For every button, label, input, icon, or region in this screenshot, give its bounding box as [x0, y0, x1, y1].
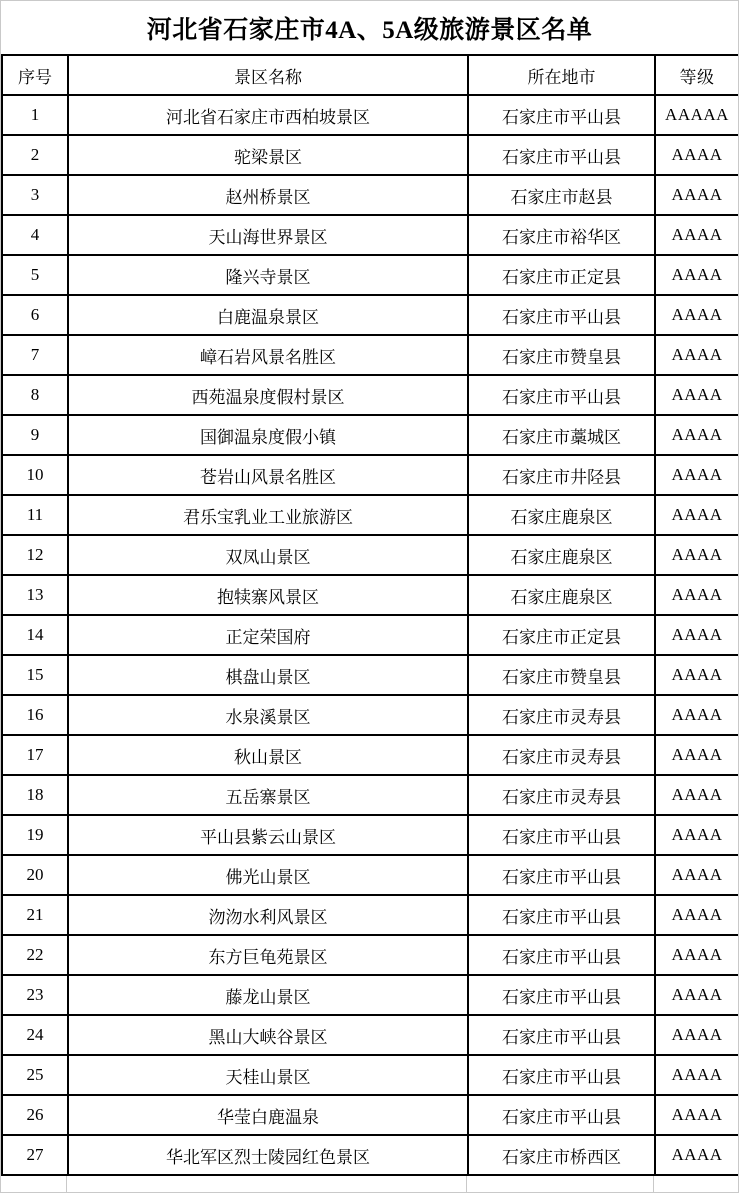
cell-grade: AAAA [655, 215, 739, 255]
table-row [2, 215, 739, 255]
cell-city: 石家庄市正定县 [468, 615, 655, 655]
cell-city: 石家庄市裕华区 [468, 215, 655, 255]
cell-scenic-area-name: 天山海世界景区 [68, 215, 468, 255]
cell-city: 石家庄鹿泉区 [468, 535, 655, 575]
table-row [2, 975, 739, 1015]
cell-grade: AAAA [655, 175, 739, 215]
table-row [2, 335, 739, 375]
cell-serial-number: 8 [2, 375, 68, 415]
cell-serial-number: 9 [2, 415, 68, 455]
cell-grade: AAAAA [655, 95, 739, 135]
table-row [2, 895, 739, 935]
table-row [2, 295, 739, 335]
table-row [2, 135, 739, 175]
empty-gridline-row [1, 1176, 738, 1192]
table-row [2, 375, 739, 415]
cell-city: 石家庄鹿泉区 [468, 495, 655, 535]
cell-grade: AAAA [655, 735, 739, 775]
cell-serial-number: 16 [2, 695, 68, 735]
empty-cell [654, 1176, 738, 1192]
cell-serial-number: 7 [2, 335, 68, 375]
table-row [2, 775, 739, 815]
cell-grade: AAAA [655, 935, 739, 975]
empty-cell [467, 1176, 654, 1192]
cell-serial-number: 17 [2, 735, 68, 775]
cell-city: 石家庄市平山县 [468, 895, 655, 935]
table-row [2, 495, 739, 535]
cell-serial-number: 3 [2, 175, 68, 215]
cell-grade: AAAA [655, 135, 739, 175]
cell-city: 石家庄市桥西区 [468, 1135, 655, 1175]
table-row [2, 815, 739, 855]
cell-serial-number: 27 [2, 1135, 68, 1175]
cell-city: 石家庄市平山县 [468, 1095, 655, 1135]
cell-scenic-area-name: 隆兴寺景区 [68, 255, 468, 295]
table-row [2, 655, 739, 695]
cell-serial-number: 26 [2, 1095, 68, 1135]
cell-grade: AAAA [655, 615, 739, 655]
cell-city: 石家庄市平山县 [468, 935, 655, 975]
cell-grade: AAAA [655, 295, 739, 335]
cell-grade: AAAA [655, 255, 739, 295]
cell-scenic-area-name: 嶂石岩风景名胜区 [68, 335, 468, 375]
cell-grade: AAAA [655, 375, 739, 415]
table-row [2, 855, 739, 895]
cell-serial-number: 1 [2, 95, 68, 135]
cell-scenic-area-name: 正定荣国府 [68, 615, 468, 655]
cell-city: 石家庄市灵寿县 [468, 735, 655, 775]
cell-grade: AAAA [655, 495, 739, 535]
cell-serial-number: 21 [2, 895, 68, 935]
cell-scenic-area-name: 东方巨龟苑景区 [68, 935, 468, 975]
cell-serial-number: 19 [2, 815, 68, 855]
cell-city: 石家庄市平山县 [468, 1015, 655, 1055]
cell-city: 石家庄市平山县 [468, 135, 655, 175]
cell-grade: AAAA [655, 975, 739, 1015]
cell-scenic-area-name: 苍岩山风景名胜区 [68, 455, 468, 495]
table-row [2, 1015, 739, 1055]
column-header-no: 序号 [2, 55, 68, 95]
cell-scenic-area-name: 平山县紫云山景区 [68, 815, 468, 855]
cell-serial-number: 25 [2, 1055, 68, 1095]
cell-grade: AAAA [655, 895, 739, 935]
cell-scenic-area-name: 黑山大峡谷景区 [68, 1015, 468, 1055]
cell-serial-number: 18 [2, 775, 68, 815]
cell-scenic-area-name: 天桂山景区 [68, 1055, 468, 1095]
cell-city: 石家庄市平山县 [468, 1055, 655, 1095]
cell-city: 石家庄市平山县 [468, 815, 655, 855]
table-row [2, 575, 739, 615]
cell-serial-number: 6 [2, 295, 68, 335]
header-row [2, 55, 739, 95]
cell-city: 石家庄鹿泉区 [468, 575, 655, 615]
table-row [2, 1095, 739, 1135]
cell-grade: AAAA [655, 775, 739, 815]
cell-city: 石家庄市平山县 [468, 295, 655, 335]
table-row [2, 95, 739, 135]
cell-city: 石家庄市藁城区 [468, 415, 655, 455]
cell-scenic-area-name: 双凤山景区 [68, 535, 468, 575]
cell-grade: AAAA [655, 575, 739, 615]
cell-grade: AAAA [655, 1055, 739, 1095]
cell-grade: AAAA [655, 1015, 739, 1055]
cell-city: 石家庄市平山县 [468, 855, 655, 895]
cell-serial-number: 15 [2, 655, 68, 695]
cell-scenic-area-name: 君乐宝乳业工业旅游区 [68, 495, 468, 535]
cell-city: 石家庄市赞皇县 [468, 335, 655, 375]
column-header-grade: 等级 [655, 55, 739, 95]
cell-grade: AAAA [655, 1135, 739, 1175]
cell-scenic-area-name: 藤龙山景区 [68, 975, 468, 1015]
cell-scenic-area-name: 国御温泉度假小镇 [68, 415, 468, 455]
cell-city: 石家庄市正定县 [468, 255, 655, 295]
column-header-name: 景区名称 [68, 55, 468, 95]
table-row [2, 455, 739, 495]
cell-grade: AAAA [655, 815, 739, 855]
table-row [2, 415, 739, 455]
table-row [2, 1135, 739, 1175]
table-row [2, 1055, 739, 1095]
table-row [2, 615, 739, 655]
table-row [2, 735, 739, 775]
cell-grade: AAAA [655, 855, 739, 895]
cell-serial-number: 22 [2, 935, 68, 975]
cell-city: 石家庄市平山县 [468, 975, 655, 1015]
cell-scenic-area-name: 河北省石家庄市西柏坡景区 [68, 95, 468, 135]
table-row [2, 175, 739, 215]
cell-scenic-area-name: 佛光山景区 [68, 855, 468, 895]
empty-cell [1, 1176, 67, 1192]
cell-city: 石家庄市灵寿县 [468, 775, 655, 815]
cell-scenic-area-name: 沕沕水利风景区 [68, 895, 468, 935]
cell-grade: AAAA [655, 1095, 739, 1135]
cell-scenic-area-name: 棋盘山景区 [68, 655, 468, 695]
cell-scenic-area-name: 抱犊寨风景区 [68, 575, 468, 615]
cell-serial-number: 24 [2, 1015, 68, 1055]
scenic-area-table [1, 54, 739, 1176]
cell-serial-number: 2 [2, 135, 68, 175]
cell-serial-number: 12 [2, 535, 68, 575]
cell-grade: AAAA [655, 335, 739, 375]
cell-scenic-area-name: 五岳寨景区 [68, 775, 468, 815]
cell-serial-number: 4 [2, 215, 68, 255]
cell-scenic-area-name: 驼梁景区 [68, 135, 468, 175]
title-row [1, 1, 738, 54]
cell-serial-number: 14 [2, 615, 68, 655]
table-row [2, 535, 739, 575]
cell-serial-number: 13 [2, 575, 68, 615]
table-body [2, 95, 739, 1175]
cell-city: 石家庄市平山县 [468, 95, 655, 135]
cell-grade: AAAA [655, 455, 739, 495]
cell-scenic-area-name: 华莹白鹿温泉 [68, 1095, 468, 1135]
cell-scenic-area-name: 赵州桥景区 [68, 175, 468, 215]
page-title: 河北省石家庄市4A、5A级旅游景区名单 [146, 16, 593, 44]
cell-grade: AAAA [655, 415, 739, 455]
cell-scenic-area-name: 水泉溪景区 [68, 695, 468, 735]
cell-serial-number: 5 [2, 255, 68, 295]
cell-city: 石家庄市赵县 [468, 175, 655, 215]
cell-grade: AAAA [655, 695, 739, 735]
table-row [2, 695, 739, 735]
cell-city: 石家庄市井陉县 [468, 455, 655, 495]
cell-serial-number: 11 [2, 495, 68, 535]
cell-scenic-area-name: 白鹿温泉景区 [68, 295, 468, 335]
cell-grade: AAAA [655, 655, 739, 695]
table-row [2, 935, 739, 975]
cell-city: 石家庄市平山县 [468, 375, 655, 415]
cell-serial-number: 20 [2, 855, 68, 895]
empty-cell [67, 1176, 467, 1192]
cell-scenic-area-name: 华北军区烈士陵园红色景区 [68, 1135, 468, 1175]
cell-scenic-area-name: 西苑温泉度假村景区 [68, 375, 468, 415]
column-header-city: 所在地市 [468, 55, 655, 95]
cell-scenic-area-name: 秋山景区 [68, 735, 468, 775]
table-row [2, 255, 739, 295]
cell-grade: AAAA [655, 535, 739, 575]
cell-serial-number: 10 [2, 455, 68, 495]
cell-city: 石家庄市赞皇县 [468, 655, 655, 695]
cell-city: 石家庄市灵寿县 [468, 695, 655, 735]
cell-serial-number: 23 [2, 975, 68, 1015]
